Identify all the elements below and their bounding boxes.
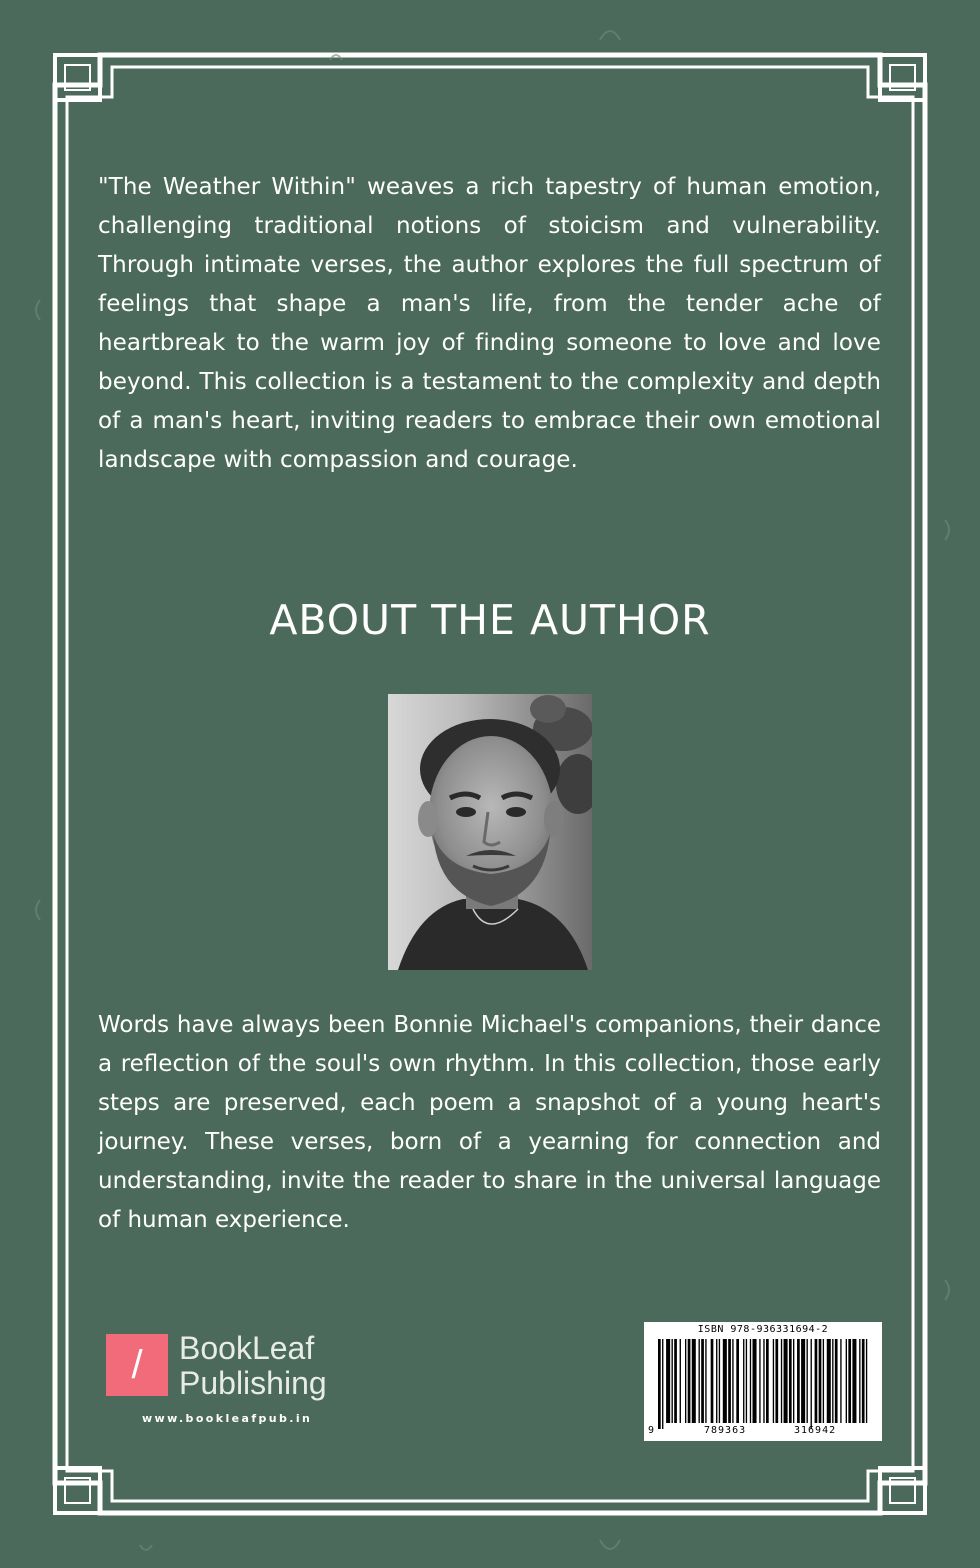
barcode-bar [819, 1339, 822, 1423]
barcode-bar [763, 1339, 764, 1423]
barcode-bar [801, 1339, 805, 1423]
barcode-bar [848, 1339, 851, 1423]
barcode-digit-first: 9 [648, 1425, 655, 1436]
corner-square-tr [880, 55, 925, 100]
barcode-bar [692, 1339, 696, 1423]
barcode-bar [723, 1339, 727, 1423]
barcode-bar [674, 1339, 677, 1423]
barcode-bar [835, 1339, 838, 1423]
barcode-bar [807, 1339, 808, 1423]
barcode-bar [666, 1339, 670, 1423]
barcode-bar [746, 1339, 747, 1423]
barcode-bar [736, 1339, 739, 1423]
barcode-bar [811, 1339, 812, 1429]
barcode-bar [823, 1339, 824, 1423]
barcode-digits-left: 789363 [704, 1425, 747, 1436]
isbn-barcode [644, 1322, 882, 1441]
barcode-bar [832, 1339, 833, 1423]
logo-mark-slash: / [131, 1343, 143, 1387]
barcode-bars [644, 1322, 882, 1441]
barcode-bar [728, 1339, 731, 1423]
barcode-bar [793, 1339, 794, 1423]
barcode-bar [859, 1339, 860, 1423]
barcode-bar [705, 1339, 706, 1423]
book-blurb: "The Weather Within" weaves a rich tapestry of human emotion, challenging traditional notions of stoicism and vulnerability. Through intimate verses, the author explores the full spectrum of feelings that shape a man's life, from the tender ache of heartbreak to the warm joy of finding someone to love and love beyond. This collection is a testament to the complexity and depth of a man's heart, inviting readers to embrace their own emotional landscape with compassion and courage. [98, 174, 881, 473]
author-portrait-icon [388, 694, 592, 970]
barcode-bar [784, 1339, 788, 1423]
barcode-bar [658, 1339, 661, 1429]
barcode-bar [766, 1339, 769, 1423]
barcode-bar [852, 1339, 856, 1423]
barcode-bar [662, 1339, 663, 1429]
barcode-bar [701, 1339, 704, 1423]
corner-square-bl [55, 1468, 100, 1513]
barcode-bar [685, 1339, 686, 1423]
barcode-bar [862, 1339, 865, 1423]
barcode-bar [866, 1339, 867, 1423]
barcode-bar [781, 1339, 782, 1423]
barcode-bar [759, 1339, 760, 1423]
about-author-heading: ABOUT THE AUTHOR [269, 596, 711, 644]
barcode-digits-right: 316942 [794, 1425, 837, 1436]
author-bio: Words have always been Bonnie Michael's companions, their dance a reflection of the soul's own rhythm. In this collection, those early steps are preserved, each poem a snapshot of a young heart's journey. These verses, born of a yearning for connection and understanding, invite the reader to share in the universal language of human experience. [98, 1012, 881, 1233]
publisher-name-line2: Publishing [179, 1365, 327, 1401]
barcode-bar [815, 1339, 818, 1423]
barcode-bar [699, 1339, 700, 1423]
barcode-bar [773, 1339, 774, 1423]
barcode-bar [716, 1339, 717, 1423]
publisher-website: www.bookleafpub.in [142, 1412, 313, 1425]
publisher-name-line1: BookLeaf [179, 1330, 315, 1366]
barcode-bar [732, 1339, 733, 1423]
barcode-bar [680, 1339, 681, 1423]
barcode-bar [753, 1339, 757, 1423]
barcode-bar [827, 1339, 831, 1423]
barcode-bar [688, 1339, 691, 1423]
barcode-bar [775, 1339, 778, 1423]
isbn-label: ISBN 978-936331694-2 [697, 1324, 829, 1335]
corner-square-br [880, 1468, 925, 1513]
barcode-bar [846, 1339, 847, 1423]
barcode-bar [743, 1339, 744, 1423]
barcode-bar [789, 1339, 792, 1423]
barcode-bar [711, 1339, 714, 1423]
barcode-bar [840, 1339, 841, 1423]
author-photo [388, 694, 592, 970]
barcode-bar [719, 1339, 720, 1423]
publisher-logo [106, 1330, 346, 1404]
barcode-bar [750, 1339, 751, 1423]
barcode-bar [672, 1339, 673, 1423]
barcode-bar [797, 1339, 800, 1423]
corner-square-tl [55, 55, 100, 100]
